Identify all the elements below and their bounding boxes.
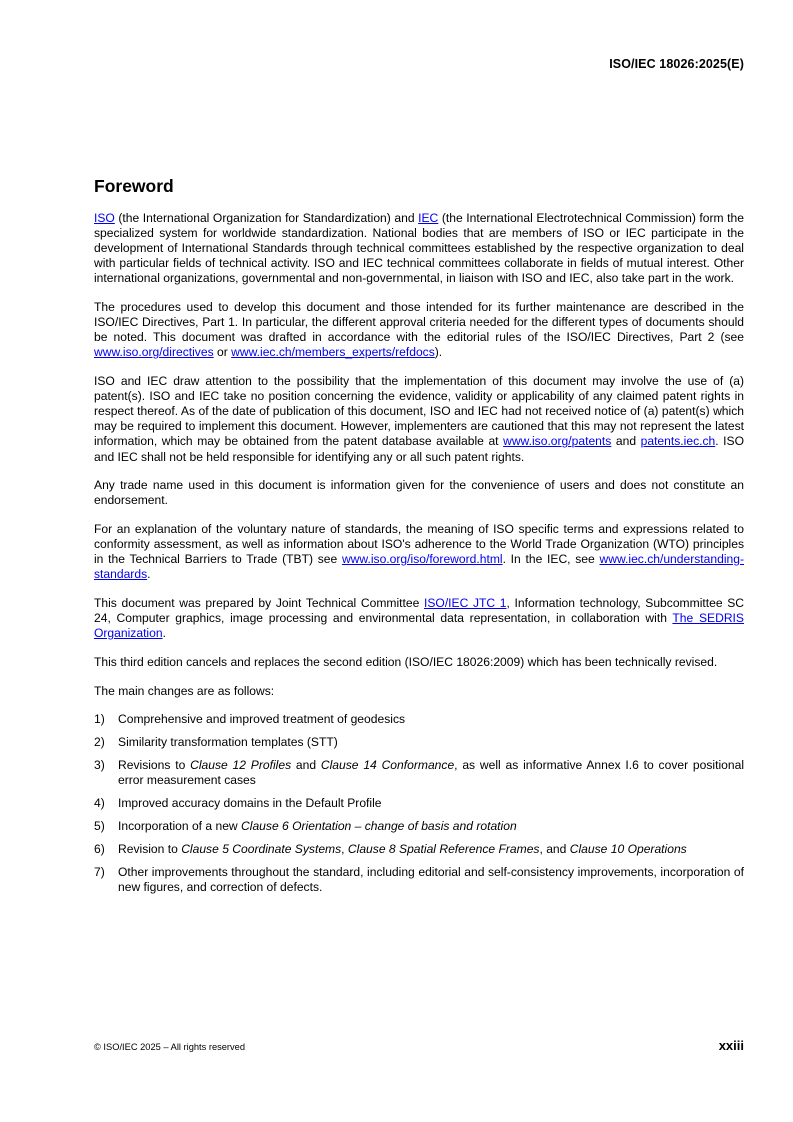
iso-foreword-link[interactable]: www.iso.org/iso/foreword.html — [341, 552, 503, 567]
sedris-link[interactable]: The SEDRIS Organization — [94, 611, 744, 641]
iso-link[interactable]: ISO — [94, 211, 115, 225]
list-item — [94, 842, 744, 857]
clause-reference: Clause 5 Coordinate Systems — [181, 842, 342, 857]
paragraph-trade-names — [94, 478, 744, 508]
list-number: 4) — [94, 796, 105, 811]
list-text: Similarity transformation templates (STT) — [118, 735, 338, 750]
clause-reference: Clause 6 Orientation – change of basis and rotation — [241, 819, 517, 834]
document-reference: ISO/IEC 18026:2025(E) — [609, 57, 744, 71]
paragraph-text: . ISO and IEC shall not be held responsible for identifying any or all such patent rights. — [94, 434, 744, 464]
list-text: , and — [539, 842, 570, 857]
paragraph-committee — [94, 596, 744, 641]
iec-patents-link[interactable]: patents.iec.ch — [640, 434, 716, 449]
paragraph-text: (the International Electrotechnical Commission) form the specialized system for worldwide standardization. National bodies that are members of ISO or IEC participate in the development of International Standards through technical committees established by the respective organization to deal with particular fields of technical activity. ISO and IEC technical committees collaborate in fields of mutual interest. Other international organizations, governmental and non-governmental, in liaison with ISO and IEC, also take part in the work. — [94, 211, 744, 286]
paragraph-text: The procedures used to develop this document and those intended for its further maintenance are described in the ISO/IEC Directives, Part 1. In particular, the different approval criteria needed for the different types of documents should be noted. This document was drafted in accordance with the editorial rules of the ISO/IEC Directives, Part 2 (see — [94, 300, 744, 345]
clause-reference: Clause 12 Profiles — [190, 758, 292, 773]
list-text: Incorporation of a new — [118, 819, 242, 834]
iso-patents-link[interactable]: www.iso.org/patents — [503, 434, 612, 449]
list-item — [94, 865, 744, 895]
list-number: 6) — [94, 842, 105, 857]
clause-reference: Clause 8 Spatial Reference Frames — [347, 842, 540, 857]
iec-refdocs-link[interactable]: www.iec.ch/members_experts/refdocs — [231, 345, 435, 360]
paragraph-text: Any trade name used in this document is information given for the convenience of users and does not constitute an endorsement. — [94, 478, 744, 508]
list-text: Other improvements throughout the standard, including editorial and self-consistency improvements, incorporation of new figures, and correction of defects. — [118, 865, 744, 895]
list-text: Revisions to — [118, 758, 191, 773]
iso-directives-link[interactable]: www.iso.org/directives — [94, 345, 214, 360]
paragraph-text: . — [162, 626, 166, 641]
paragraph-voluntary-nature — [94, 522, 744, 582]
paragraph-text: The main changes are as follows: — [94, 683, 275, 698]
iec-understanding-standards-link[interactable]: www.iec.ch/understanding-standards — [94, 552, 745, 582]
paragraph-text: This document was prepared by Joint Technical Committee — [94, 595, 424, 610]
paragraph-text: For an explanation of the voluntary nature of standards, the meaning of ISO specific terms and expressions related to conformity assessment, as well as information about ISO's adherence to the World Trade Organization (WTO) principles in the Technical Barriers to Trade (TBT) see — [94, 521, 744, 567]
iec-link[interactable]: IEC — [418, 211, 439, 225]
list-item — [94, 796, 744, 811]
list-text: Comprehensive and improved treatment of geodesics — [118, 712, 406, 727]
paragraph-text: ). — [434, 345, 443, 360]
paragraph-patents — [94, 374, 744, 465]
paragraph-text: or — [213, 345, 232, 360]
foreword-section — [94, 176, 744, 903]
page-number: xxiii — [718, 1038, 744, 1053]
paragraph-text: . — [147, 567, 151, 582]
list-text: Revision to — [118, 842, 182, 857]
page-title: Foreword — [94, 176, 174, 196]
list-number: 5) — [94, 819, 105, 834]
paragraph-edition — [94, 655, 744, 670]
clause-reference: Clause 14 Conformance — [320, 758, 455, 773]
jtc1-link[interactable]: ISO/IEC JTC 1 — [423, 595, 507, 610]
list-item — [94, 819, 744, 834]
clause-reference: Clause 10 Operations — [569, 842, 687, 857]
list-text: Improved accuracy domains in the Default Profile — [118, 796, 382, 811]
paragraph-text: and — [611, 434, 641, 449]
list-item — [94, 712, 744, 727]
list-item — [94, 735, 744, 750]
changes-list — [94, 712, 744, 895]
paragraph-changes-intro — [94, 684, 744, 699]
list-number: 1) — [94, 712, 105, 727]
paragraph-text: (the International Organization for Standardization) and — [114, 211, 419, 225]
list-text: , as well as informative Annex I.6 to cover positional error measurement cases — [118, 758, 745, 788]
paragraph-text: This third edition cancels and replaces the second edition (ISO/IEC 18026:2009) which has been technically revised. — [94, 654, 718, 669]
list-text: and — [291, 758, 321, 773]
paragraph-procedures — [94, 300, 744, 360]
paragraph-text: . In the IEC, see — [502, 552, 600, 567]
list-item — [94, 758, 744, 788]
list-number: 7) — [94, 865, 105, 880]
paragraph-text: ISO and IEC draw attention to the possibility that the implementation of this document may involve the use of (a) patent(s). ISO and IEC take no position concerning the evidence, validity or applicability of any claimed patent rights in respect thereof. As of the date of publication of this document, ISO and IEC had not received notice of (a) patent(s) which may be required to implement this document. However, implementers are cautioned that this may not represent the latest information, which may be obtained from the patent database available at — [94, 374, 744, 449]
list-text: , — [341, 842, 348, 857]
copyright-notice: © ISO/IEC 2025 – All rights reserved — [94, 1042, 246, 1052]
list-number: 2) — [94, 735, 105, 750]
paragraph-organizations — [94, 211, 744, 286]
paragraph-text: , Information technology, Subcommittee SC 24, Computer graphics, image processing and environmental data representation, in collaboration with — [94, 595, 744, 626]
list-number: 3) — [94, 758, 105, 773]
